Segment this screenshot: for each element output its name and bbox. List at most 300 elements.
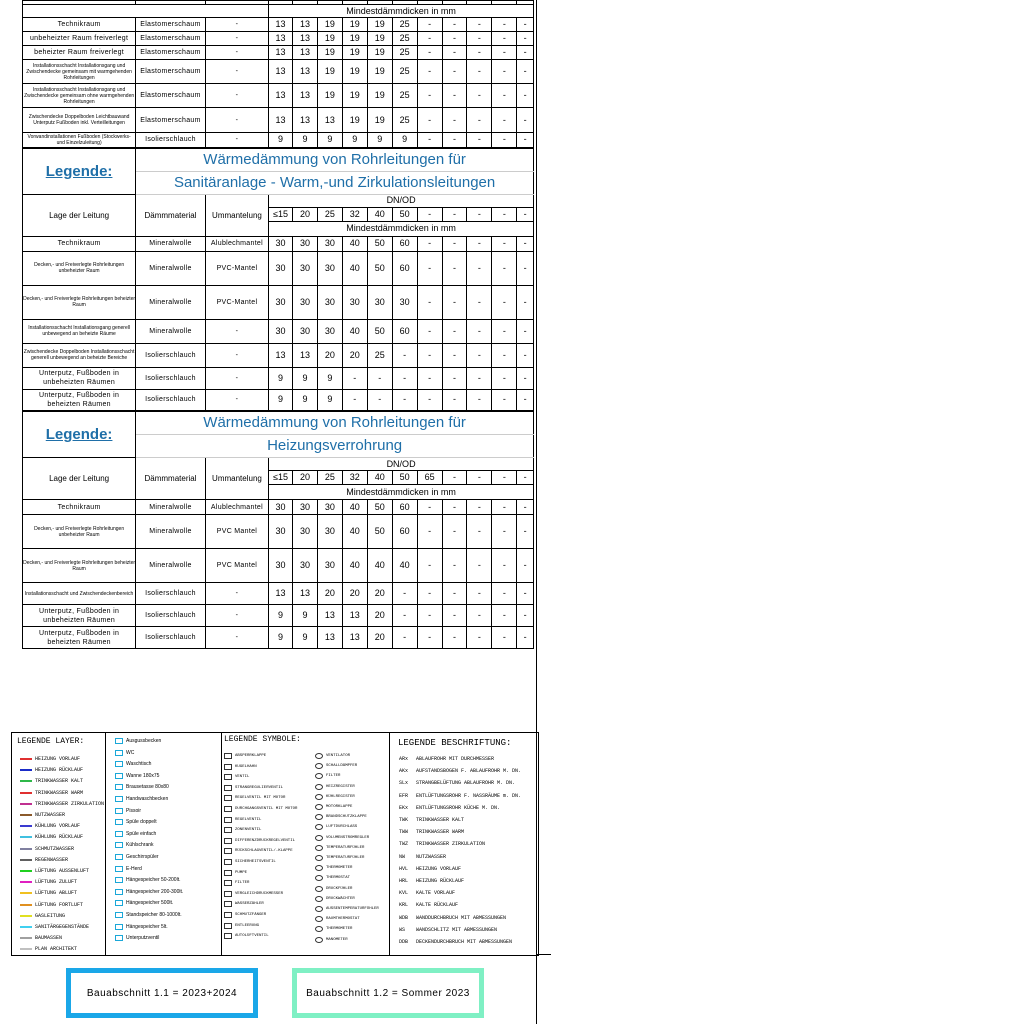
row-ummantelung: - [205,46,268,60]
section-title-row [23,148,534,172]
legend-symbol-item [224,848,293,854]
legend-object-item [115,900,173,906]
row-value: - [417,583,442,605]
row-value: - [417,367,442,389]
legend-object-label: Hängespeicher 50-200lt. [126,877,181,884]
table-row [23,515,534,549]
row-value: 40 [342,236,367,251]
row-value: - [467,285,492,319]
row-ummantelung: PVC-Mantel [205,285,268,319]
row-value: - [492,251,517,285]
legend-symbol-item [315,814,367,820]
legend-object-item [115,750,134,756]
dn-value: 20 [293,207,318,221]
legend-label-item [399,768,521,774]
legend-layer-label: TRINKWASSER WARM [35,789,84,796]
row-value: 60 [392,515,417,549]
row-value: - [517,549,534,583]
table-row [23,343,534,367]
valve-symbol-icon [224,827,232,833]
dn-value: - [442,207,467,221]
legend-symbol-label: REGELVENTIL [235,817,262,822]
row-lage: Decken,- und Freiverlegte Rohrleitungen beheizter Raum [23,549,136,583]
row-value: 9 [269,367,293,389]
row-value: - [492,627,517,649]
col-ummantelung-header: Ummantelung [205,194,268,236]
bauabschnitt-1-1-label: Bauabschnitt 1.1 = 2023+2024 [86,987,238,999]
legend-symbols-title: LEGENDE SYMBOLE: [224,735,301,744]
legend-symbol-item [315,835,369,841]
table-row [23,389,534,411]
table-row [23,18,534,32]
legend-symbol-label: TEMPERATURFÜHLER [326,845,365,850]
legend-symbol-label: ABSPERRKLAPPE [235,754,267,758]
row-value: - [417,18,442,32]
row-value: 13 [269,46,293,60]
row-value: 13 [269,32,293,46]
row-value: - [442,515,467,549]
row-material: Mineralwolle [136,236,206,251]
row-value: - [492,515,517,549]
row-material: Elastomerschaum [136,46,206,60]
row-value: - [517,46,534,60]
legend-abbr-text: WANDSCHLITZ MIT ABMESSUNGEN [416,926,498,933]
legend-layer-item [20,879,77,885]
legend-symbol-label: TEMPERATURFÜHLER [326,856,365,860]
sensor-symbol-icon [315,937,323,943]
row-value: 13 [342,605,367,627]
row-ummantelung: - [205,133,268,148]
row-value: - [442,60,467,84]
row-value: - [392,367,417,389]
sensor-symbol-icon [315,845,323,851]
row-value: 60 [392,500,417,515]
row-ummantelung: - [205,627,268,649]
legend-symbol-item [224,933,269,939]
legend-symbol-label: KUGELHAHN [235,764,257,769]
legend-layer-label: SCHMUTZWASSER [35,845,75,852]
line-swatch-icon [20,848,32,850]
row-lage: Unterputz, Fußboden in beheizten Räumen [23,389,136,411]
section-title-line1: Wärmedämmung von Rohrleitungen für [136,148,534,172]
row-value: - [517,389,534,411]
dn-value: 40 [367,471,392,485]
row-value: - [467,343,492,367]
line-swatch-icon [20,926,32,928]
row-value: 30 [293,515,318,549]
row-value: 13 [269,343,293,367]
legend-symbol-item [224,827,261,833]
row-value: 19 [367,108,392,133]
row-value: - [467,60,492,84]
dn-value: 40 [367,207,392,221]
row-value: - [492,605,517,627]
legend-symbol-label: SCHMUTZFÄNGER [235,913,267,917]
row-value: - [467,32,492,46]
bauabschnitt-1-2-box [292,968,484,1018]
legend-label-item [399,854,446,860]
row-value: - [392,605,417,627]
row-value: - [467,515,492,549]
legend-symbol-item [224,901,264,907]
row-lage: Installationsschacht und Zwischendeckenbereich [23,583,136,605]
legend-layer-item [20,812,65,818]
fixture-icon [115,924,123,930]
legend-symbol-label: VENTILATOR [326,754,351,758]
legend-abbr-text: NUTZWASSER [416,853,447,860]
valve-symbol-icon [224,870,232,876]
row-value: - [442,236,467,251]
legend-symbol-label: WASSERZÄHLER [235,902,264,907]
dn-value: ≤15 [269,471,293,485]
row-value: - [492,236,517,251]
row-value: - [517,18,534,32]
legend-object-label: Pissoir [126,807,142,814]
legend-abbr: KRL [399,902,409,909]
row-value: 25 [392,18,417,32]
legend-layer-item [20,913,65,919]
row-value: - [417,108,442,133]
row-value: - [517,60,534,84]
legend-symbol-label: FILTER [326,774,341,779]
legend-layer-item [20,756,80,762]
row-value: 20 [317,343,342,367]
line-swatch-icon [20,892,32,894]
row-value: - [417,343,442,367]
legend-label-item [399,939,512,945]
row-value: - [517,500,534,515]
legend-object-label: Brausetasse 80x80 [126,784,169,791]
row-value: - [442,627,467,649]
row-value: 9 [367,133,392,148]
col-lage-header: Lage der Leitung [23,458,136,500]
legend-layer-label: REGENWASSER [35,856,69,863]
sensor-symbol-icon [315,916,323,922]
row-value: 19 [342,108,367,133]
row-value: - [517,343,534,367]
row-value: - [492,18,517,32]
row-value: - [342,389,367,411]
legend-abbr: TWZ [399,841,409,848]
row-value: - [417,60,442,84]
row-value: - [417,46,442,60]
mindest-header: Mindestdämmdicken in mm [269,485,534,500]
row-value: - [517,605,534,627]
row-value: 30 [293,285,318,319]
row-value: - [467,500,492,515]
row-value: 50 [367,251,392,285]
row-value: 13 [293,32,318,46]
row-value: - [367,389,392,411]
row-value: - [517,367,534,389]
legend-symbol-label: VENTIL [235,775,250,780]
fixture-icon [115,819,123,825]
row-value: - [392,583,417,605]
row-ummantelung: PVC Mantel [205,515,268,549]
legend-symbol-label: VERGLEICHDRUCKMESSER [235,891,284,896]
row-value: - [517,583,534,605]
legend-abbr: WDB [399,914,409,921]
legend-abbr-text: HEIZUNG RÜCKLAUF [416,878,465,884]
legend-layer-label: LÜFTUNG AUSSENLUFT [35,868,90,874]
row-value: 19 [342,18,367,32]
fixture-icon [115,889,123,895]
row-value: - [492,108,517,133]
legend-symbol-label: MANOMETER [326,937,348,942]
row-value: - [442,84,467,108]
row-material: Isolierschlauch [136,389,206,411]
line-swatch-icon [20,870,32,872]
row-value: 50 [367,500,392,515]
row-value: 30 [317,285,342,319]
sensor-symbol-icon [315,855,323,861]
legend-layer-label: PLAN ARCHITEKT [35,946,78,953]
valve-symbol-icon [224,912,232,918]
legend-symbol-label: THERMOSTAT [326,876,351,881]
row-value: 30 [392,285,417,319]
table-row [23,46,534,60]
row-value: - [417,389,442,411]
legend-abbr-text: ENTLÜFTUNGSROHR F. NASSRÄUME m. DN. [416,792,522,799]
legend-object-label: Hängespeicher 200-300lt. [126,888,184,895]
legend-abbr-text: ABLAUFROHR MIT DURCHMESSER [416,756,495,762]
legend-abbr-text: ENTLÜFTUNGSROHR KÜCHE M. DN. [416,804,501,811]
legend-label-item [399,915,506,921]
legend-abbr-text: STRANGBELÜFTUNG ABLAUFROHR M. DN. [416,780,516,787]
table-row [23,285,534,319]
legend-object-item [115,877,180,883]
row-material: Elastomerschaum [136,18,206,32]
legend-layer-label: SANITÄRGEGENSTÄNDE [35,924,90,930]
fixture-icon [115,831,123,837]
legend-symbol-label: PUMPE [235,870,248,875]
row-value: 60 [392,319,417,343]
row-value: - [442,605,467,627]
legend-symbol-label: SICHERHEITSVENTIL [235,860,276,864]
legend-object-item [115,761,151,767]
fixture-icon [115,877,123,883]
table-row [23,500,534,515]
legend-symbol-label: FILTER [235,881,250,886]
row-value: 25 [392,32,417,46]
legend-symbol-item [224,753,266,759]
legend-abbr: DDB [399,939,409,945]
legend-symbol-label: STRANGREGULIERVENTIL [235,785,284,790]
header-row [23,194,534,207]
legend-symbol-item [315,875,350,881]
row-value: 25 [392,46,417,60]
valve-symbol-icon [224,891,232,897]
legend-layer-label: BAUMASSEN [35,935,63,942]
row-value: 30 [269,500,293,515]
row-value: 40 [342,500,367,515]
legend-layer-item [20,846,74,852]
legend-layer-item [20,767,83,773]
dn-value: - [492,207,517,221]
fixture-icon [115,866,123,872]
row-value: 13 [317,605,342,627]
row-ummantelung: - [205,605,268,627]
legend-object-label: Spüle einfach [126,830,157,837]
dn-header: DN/OD [269,458,534,471]
row-value: 9 [269,627,293,649]
row-value: - [492,343,517,367]
legend-label-item [399,902,458,908]
row-value: 30 [293,251,318,285]
legend-symbol-item [315,784,355,790]
legend-symbol-item [315,855,364,861]
row-value: 19 [342,46,367,60]
row-value: - [517,108,534,133]
row-value: 40 [342,549,367,583]
row-value: - [417,236,442,251]
row-ummantelung: - [205,18,268,32]
row-ummantelung: PVC-Mantel [205,251,268,285]
legend-abbr-text: KALTE VORLAUF [416,890,456,897]
legend-layer-label: HEIZUNG RÜCKLAUF [35,767,84,774]
legend-object-label: Hängespeicher 500lt. [126,900,174,907]
row-ummantelung: Alublechmantel [205,236,268,251]
fixture-icon [115,900,123,906]
legend-symbol-item [224,785,283,791]
row-lage: Decken,- und Freiverlegte Rohrleitungen unbeheizter Raum [23,515,136,549]
valve-symbol-icon [224,901,232,907]
row-value: - [517,32,534,46]
bauabschnitt-1-1-box [66,968,258,1018]
legend-symbol-item [224,764,257,770]
legend-abbr: HRL [399,878,409,884]
legend-object-label: Spüle doppelt [126,819,157,826]
legend-symbol-item [224,838,295,844]
legend-layer-item [20,834,83,840]
row-material: Elastomerschaum [136,108,206,133]
legend-abbr: ARx [399,756,409,762]
legend-abbr-text: TRINKWASSER KALT [416,817,465,823]
row-value: 30 [317,515,342,549]
dn-value: ≤15 [269,207,293,221]
row-material: Elastomerschaum [136,60,206,84]
legend-object-item [115,738,161,744]
mindest-row [23,5,534,18]
spacer-cell [23,5,269,18]
row-material: Isolierschlauch [136,133,206,148]
valve-symbol-icon [224,817,232,823]
row-value: 30 [317,236,342,251]
row-value: - [492,319,517,343]
table-row [23,627,534,649]
line-swatch-icon [20,937,32,939]
dn-value: 25 [317,471,342,485]
row-ummantelung: - [205,32,268,46]
valve-symbol-icon [224,774,232,780]
dn-value: 32 [342,207,367,221]
legend-symbol-item [315,804,352,810]
line-swatch-icon [20,814,32,816]
row-value: - [442,133,467,148]
table-row [23,605,534,627]
legend-symbol-label: DRUCKFÜHLER [326,886,353,891]
line-swatch-icon [20,881,32,883]
valve-symbol-icon [224,795,232,801]
legend-abbr-text: TRINKWASSER WARM [416,829,465,836]
legend-layer-label: KÜHLUNG RÜCKLAUF [35,834,84,841]
row-value: 13 [317,108,342,133]
row-value: 19 [317,32,342,46]
plan-legend [11,732,539,956]
row-value: - [442,46,467,60]
line-swatch-icon [20,904,32,906]
legend-symbol-item [315,916,360,922]
table-row [23,60,534,84]
row-ummantelung: Alublechmantel [205,500,268,515]
row-value: - [492,389,517,411]
legend-label-item [399,878,464,884]
legend-symbol-label: DRUCKWÄCHTER [326,896,355,901]
legend-symbol-label: RAUMTHERMOSTAT [326,917,360,922]
fixture-icon [115,808,123,814]
sensor-symbol-icon [315,784,323,790]
legend-abbr-text: TRINKWASSER ZIRKULATION [416,841,486,848]
legend-abbr: NW [399,853,406,860]
row-value: 30 [317,319,342,343]
legend-symbol-item [315,906,379,912]
legend-symbol-item [315,753,350,759]
row-material: Isolierschlauch [136,343,206,367]
row-value: - [417,285,442,319]
row-value: 13 [293,46,318,60]
fixture-icon [115,796,123,802]
fixture-icon [115,750,123,756]
section-title-line1: Wärmedämmung von Rohrleitungen für [136,411,534,435]
row-material: Mineralwolle [136,319,206,343]
legend-symbol-item [315,794,355,800]
row-value: 13 [293,583,318,605]
dn-value: 32 [342,471,367,485]
row-value: - [492,84,517,108]
row-value: 19 [317,84,342,108]
legend-label-item [399,866,461,872]
row-value: - [492,583,517,605]
dn-value: - [467,471,492,485]
row-material: Mineralwolle [136,251,206,285]
row-value: - [442,319,467,343]
line-swatch-icon [20,803,32,805]
legend-object-item [115,889,183,895]
dn-value: 20 [293,471,318,485]
dn-value: - [467,207,492,221]
legend-layer-title: LEGENDE LAYER: [17,737,85,746]
row-value: - [467,108,492,133]
row-value: 13 [269,18,293,32]
row-value: 19 [317,18,342,32]
legend-layer-label: NUTZWASSER [35,812,66,818]
row-value: - [417,133,442,148]
row-value: 9 [293,627,318,649]
row-lage: Unterputz, Fußboden in beheizten Räumen [23,627,136,649]
legend-object-item [115,773,159,779]
row-value: - [467,84,492,108]
row-value: 30 [269,251,293,285]
valve-symbol-icon [224,785,232,791]
row-ummantelung: - [205,367,268,389]
row-value: 9 [317,133,342,148]
legend-label-item [399,805,500,811]
row-value: - [442,389,467,411]
row-value: - [492,549,517,583]
valve-symbol-icon [224,923,232,929]
row-value: - [417,319,442,343]
legend-object-item [115,796,168,802]
